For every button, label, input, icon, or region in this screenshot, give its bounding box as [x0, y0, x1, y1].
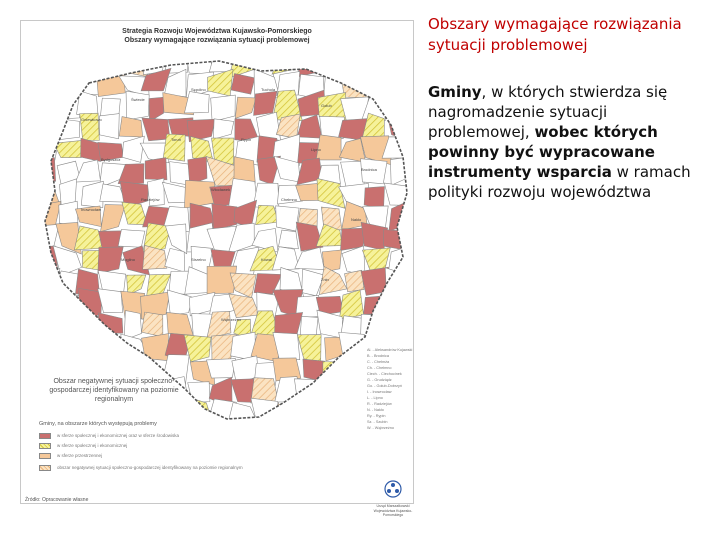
municipality: [413, 68, 427, 97]
municipality: [31, 135, 59, 163]
municipality: [316, 399, 342, 428]
abbreviation-item: B. - Brodnica: [367, 354, 389, 358]
municipality: [142, 312, 163, 337]
municipality: [30, 48, 59, 75]
municipality: [387, 289, 412, 317]
municipality: [388, 313, 408, 341]
place-label: Brodnica: [361, 167, 377, 172]
place-label: Golub: [321, 103, 332, 108]
municipality: [361, 267, 389, 295]
place-label: Włocławek: [211, 187, 231, 192]
municipality: [38, 289, 55, 313]
municipality: [59, 313, 77, 341]
municipality: [321, 46, 347, 70]
municipality: [33, 313, 61, 342]
municipality: [406, 224, 434, 251]
municipality: [339, 404, 367, 421]
abbreviation-item: Sz. - Szubin: [367, 420, 388, 424]
place-label: Gniewkowo: [81, 117, 102, 122]
municipality: [36, 71, 62, 100]
place-label: Rypin: [241, 137, 252, 142]
municipality: [404, 200, 430, 228]
municipality: [298, 48, 325, 77]
map-title-line1: Strategia Rozwoju Województwa Kujawsko-Pomorskiego: [122, 28, 312, 35]
abbreviation-item: Ch. - Chełmno: [367, 366, 392, 370]
source-note: Źródło: Opracowanie własne: [25, 497, 89, 503]
municipality: [145, 158, 167, 180]
place-label: Inowrocław: [81, 207, 102, 212]
municipality: [278, 230, 298, 249]
municipality: [99, 114, 119, 139]
municipality: [342, 363, 363, 384]
logo-text: Urząd Marszałkowski Województwa Kujawsko-Pomorskiego: [373, 504, 413, 517]
place-label: Lipno: [311, 147, 321, 152]
abbreviation-item: L. - Lipno: [367, 396, 383, 400]
place-label: Radziejów: [141, 197, 160, 202]
place-label: Chełmno: [281, 197, 298, 202]
municipality: [384, 95, 412, 115]
abbreviation-item: C. - Chełmża: [367, 360, 390, 364]
legend-swatch-red: [39, 433, 51, 439]
municipality: [385, 428, 408, 451]
legend-swatch-yellow: [39, 443, 51, 449]
abbreviation-item: Ry. - Rypin: [367, 414, 386, 418]
place-label: Toruń: [171, 137, 182, 142]
legend-swatch-hatched: [39, 465, 51, 471]
slide-text-panel: [428, 14, 710, 202]
slide-body: [428, 82, 710, 202]
municipality: [385, 268, 411, 296]
legend-label: w sferze społecznej i ekonomicznej oraz w sferze środowiska: [57, 433, 180, 438]
abbreviation-item: I. - Inowrocław: [367, 390, 392, 394]
abbreviation-item: R. - Radziejów: [367, 402, 392, 406]
legend-item: [39, 431, 179, 440]
place-label: Mogilno: [121, 257, 136, 262]
municipality: [32, 334, 57, 362]
legend-label: w sferze przestrzennej: [57, 453, 103, 458]
logo-emblem-icon: [383, 479, 403, 499]
municipality: [188, 382, 210, 403]
slide-heading: Obszary wymagające rozwiązania sytuacji problemowej: [428, 15, 682, 54]
municipality: [294, 379, 317, 404]
municipality: [96, 70, 125, 97]
municipality: [186, 55, 212, 75]
legend-swatch-orange: [39, 453, 51, 459]
municipality: [345, 270, 364, 292]
municipality: [54, 73, 80, 98]
legend-item: [39, 441, 127, 450]
abbreviation-item: Ciech. - Ciechocinek: [367, 372, 402, 376]
municipality: [384, 55, 413, 76]
municipality: [276, 206, 299, 231]
place-label: Strzelno: [191, 257, 206, 262]
municipality: [253, 183, 279, 208]
abbreviation-item: Go. - Golub-Dobrzyń: [367, 384, 403, 388]
place-label: Nakło: [351, 217, 362, 222]
municipality: [141, 334, 168, 362]
municipality: [322, 379, 343, 408]
legend-label: w sferze społecznej i ekonomicznej: [57, 443, 128, 448]
place-label: Bydgoszcz: [101, 157, 121, 162]
municipality: [340, 379, 364, 405]
municipality: [118, 230, 145, 248]
slide-body-text: , w których stwierdza się nagromadzenie sytuacji problemowej,: [428, 83, 668, 141]
municipality: [32, 268, 60, 296]
municipality: [339, 332, 365, 360]
municipality: [164, 403, 193, 430]
legend-item: [39, 463, 243, 472]
municipality: [232, 424, 260, 449]
map-panel: [20, 20, 414, 517]
municipality: [318, 420, 346, 451]
legend-title: Obszar negatywnej sytuacji społeczno-gospodarczej identyfikowany na poziomie regionalnym: [49, 378, 179, 403]
municipality: [339, 48, 363, 75]
slide-body-emphasis: wobec których powinny być wypracowane instrumenty wsparcia: [428, 123, 658, 181]
municipality: [57, 53, 80, 75]
municipality: [300, 399, 324, 430]
place-label: Tuchola: [261, 87, 276, 92]
municipality: [278, 421, 294, 446]
municipality: [126, 91, 149, 120]
abbreviation-item: G. - Grudziądz: [367, 378, 392, 382]
municipality: [323, 362, 344, 385]
municipality: [82, 337, 98, 358]
municipality: [38, 91, 58, 118]
municipality: [81, 51, 105, 75]
place-label: Kowal: [261, 257, 272, 262]
place-label: Żnin: [321, 277, 329, 282]
municipality: [388, 70, 413, 97]
municipality: [364, 77, 387, 97]
municipality: [408, 311, 432, 333]
abbreviation-item: Al. - Aleksandrów Kujawski: [367, 348, 413, 352]
municipality: [61, 337, 84, 363]
municipality: [411, 250, 430, 268]
place-label: Wąbrzeźno: [221, 317, 242, 322]
abbreviation-list: [367, 347, 413, 431]
map-title-banner: [21, 21, 413, 49]
municipality: [207, 359, 236, 378]
municipality: [207, 423, 235, 447]
map-title-line2: Obszary wymagające rozwiązania sytuacji problemowej: [124, 37, 310, 44]
municipality: [407, 267, 435, 296]
municipality: [186, 422, 215, 447]
place-label: Świecie: [131, 97, 145, 102]
municipality: [99, 50, 127, 77]
municipality: [410, 291, 435, 314]
municipality: [273, 404, 297, 430]
municipality: [300, 426, 325, 446]
legend-intro: Gminy, na obszarze których występują problemy: [39, 421, 157, 427]
municipality: [367, 47, 391, 77]
logo: [373, 479, 413, 518]
municipality: [53, 93, 81, 119]
legend-item: [39, 451, 102, 460]
abbreviation-item: N. - Nakło: [367, 408, 384, 412]
municipality: [253, 425, 279, 447]
place-label: Sępólno: [191, 87, 206, 92]
slide-body-emphasis: Gminy: [428, 83, 482, 101]
municipality: [35, 116, 57, 142]
municipality: [338, 421, 367, 449]
legend-label: obszar negatywnej sytuacji społeczno-gospodarczej identyfikowany na poziomie regionalnym: [57, 465, 243, 470]
municipality: [364, 295, 391, 314]
abbreviation-item: W. - Wąbrzeźno: [367, 426, 395, 430]
slide-body-text: w ramach polityki rozwoju województwa: [428, 163, 691, 201]
